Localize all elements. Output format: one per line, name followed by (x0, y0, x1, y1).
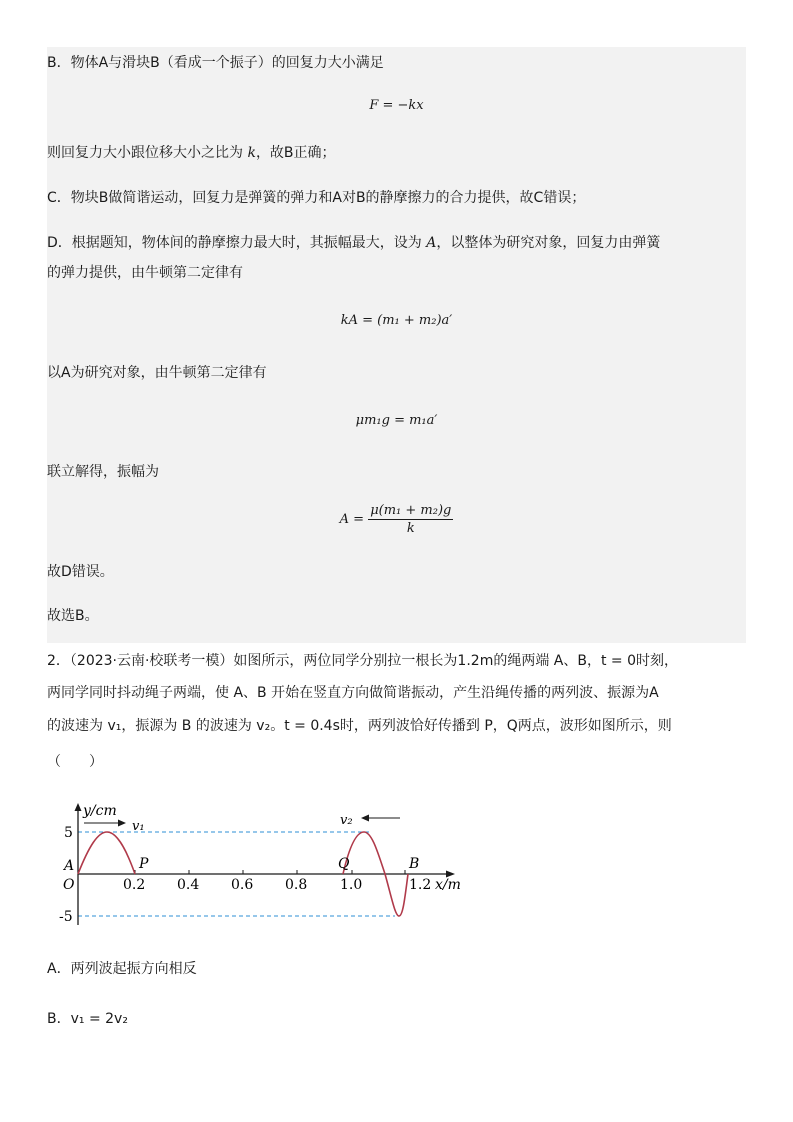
y-tick-5: 5 (64, 825, 73, 841)
option-b-analysis: B．物体A与滑块B（看成一个振子）的回复力大小满足 (47, 55, 384, 71)
equation-restoring-force: F = −kx (369, 98, 424, 113)
v1-label: v₁ (132, 819, 145, 834)
x-tick-0.2: 0.2 (123, 877, 146, 893)
final-answer: 故选B。 (47, 608, 99, 624)
equation-newton-a: μm₁g = m₁a′ (355, 413, 438, 428)
option-d-conclusion: 故D错误。 (47, 564, 114, 580)
wave-diagram (55, 800, 475, 935)
x-tick-0.6: 0.6 (231, 877, 254, 893)
point-q-label: Q (338, 856, 350, 872)
solution-panel (47, 47, 746, 643)
option-a: A．两列波起振方向相反 (47, 961, 197, 977)
x-axis-label: x/m (435, 877, 461, 893)
point-p-label: P (139, 856, 149, 872)
point-b-label: B (409, 856, 420, 872)
point-a-label: A (64, 858, 75, 874)
solve-line: 联立解得，振幅为 (47, 464, 159, 480)
equation-newton-whole: kA = (m₁ + m₂)a′ (340, 313, 453, 328)
x-tick-0.8: 0.8 (285, 877, 308, 893)
option-d-analysis-line1: D．根据题知，物体间的静摩擦力最大时，其振幅最大，设为 A，以整体为研究对象，回复力由弹簧 (47, 235, 661, 251)
option-c-analysis: C．物块B做简谐运动，回复力是弹簧的弹力和A对B的静摩擦力的合力提供，故C错误； (47, 190, 586, 206)
y-axis-label: y/cm (83, 803, 117, 819)
analysis-object-a: 以A为研究对象，由牛顿第二定律有 (47, 365, 267, 381)
question-answer-bracket: （ ） (47, 754, 103, 770)
v2-label: v₂ (340, 813, 353, 828)
x-tick-0.4: 0.4 (177, 877, 200, 893)
y-axis-arrow (75, 803, 82, 811)
wave-curve-a (78, 832, 135, 874)
origin-label: O (63, 877, 75, 893)
option-d-analysis-line2: 的弹力提供，由牛顿第二定律有 (47, 265, 243, 281)
equation-amplitude: A = $\frac{\text{μ(m₁ + m₂)g}}{k}$ (339, 503, 452, 536)
y-tick-neg5: -5 (59, 909, 73, 925)
x-tick-1.0: 1.0 (340, 877, 363, 893)
question-line-2: 两同学同时抖动绳子两端，使 A、B 开始在竖直方向做简谐振动，产生沿绳传播的两列波、振源为A (47, 685, 659, 701)
option-b: B．v₁ = 2v₂ (47, 1011, 128, 1027)
question-line-1: 2．（2023·云南·校联考一模）如图所示，两位同学分别拉一根长为1.2m的绳两端 A、B，t = 0时刻， (47, 653, 678, 669)
x-tick-1.2: 1.2 (409, 877, 432, 893)
question-line-3: 的波速为 v₁，振源为 B 的波速为 v₂。t = 0.4s时，两列波恰好传播到 P，Q两点，波形如图所示，则 (47, 718, 672, 734)
option-b-conclusion: 则回复力大小跟位移大小之比为 k，故B正确； (47, 145, 336, 161)
